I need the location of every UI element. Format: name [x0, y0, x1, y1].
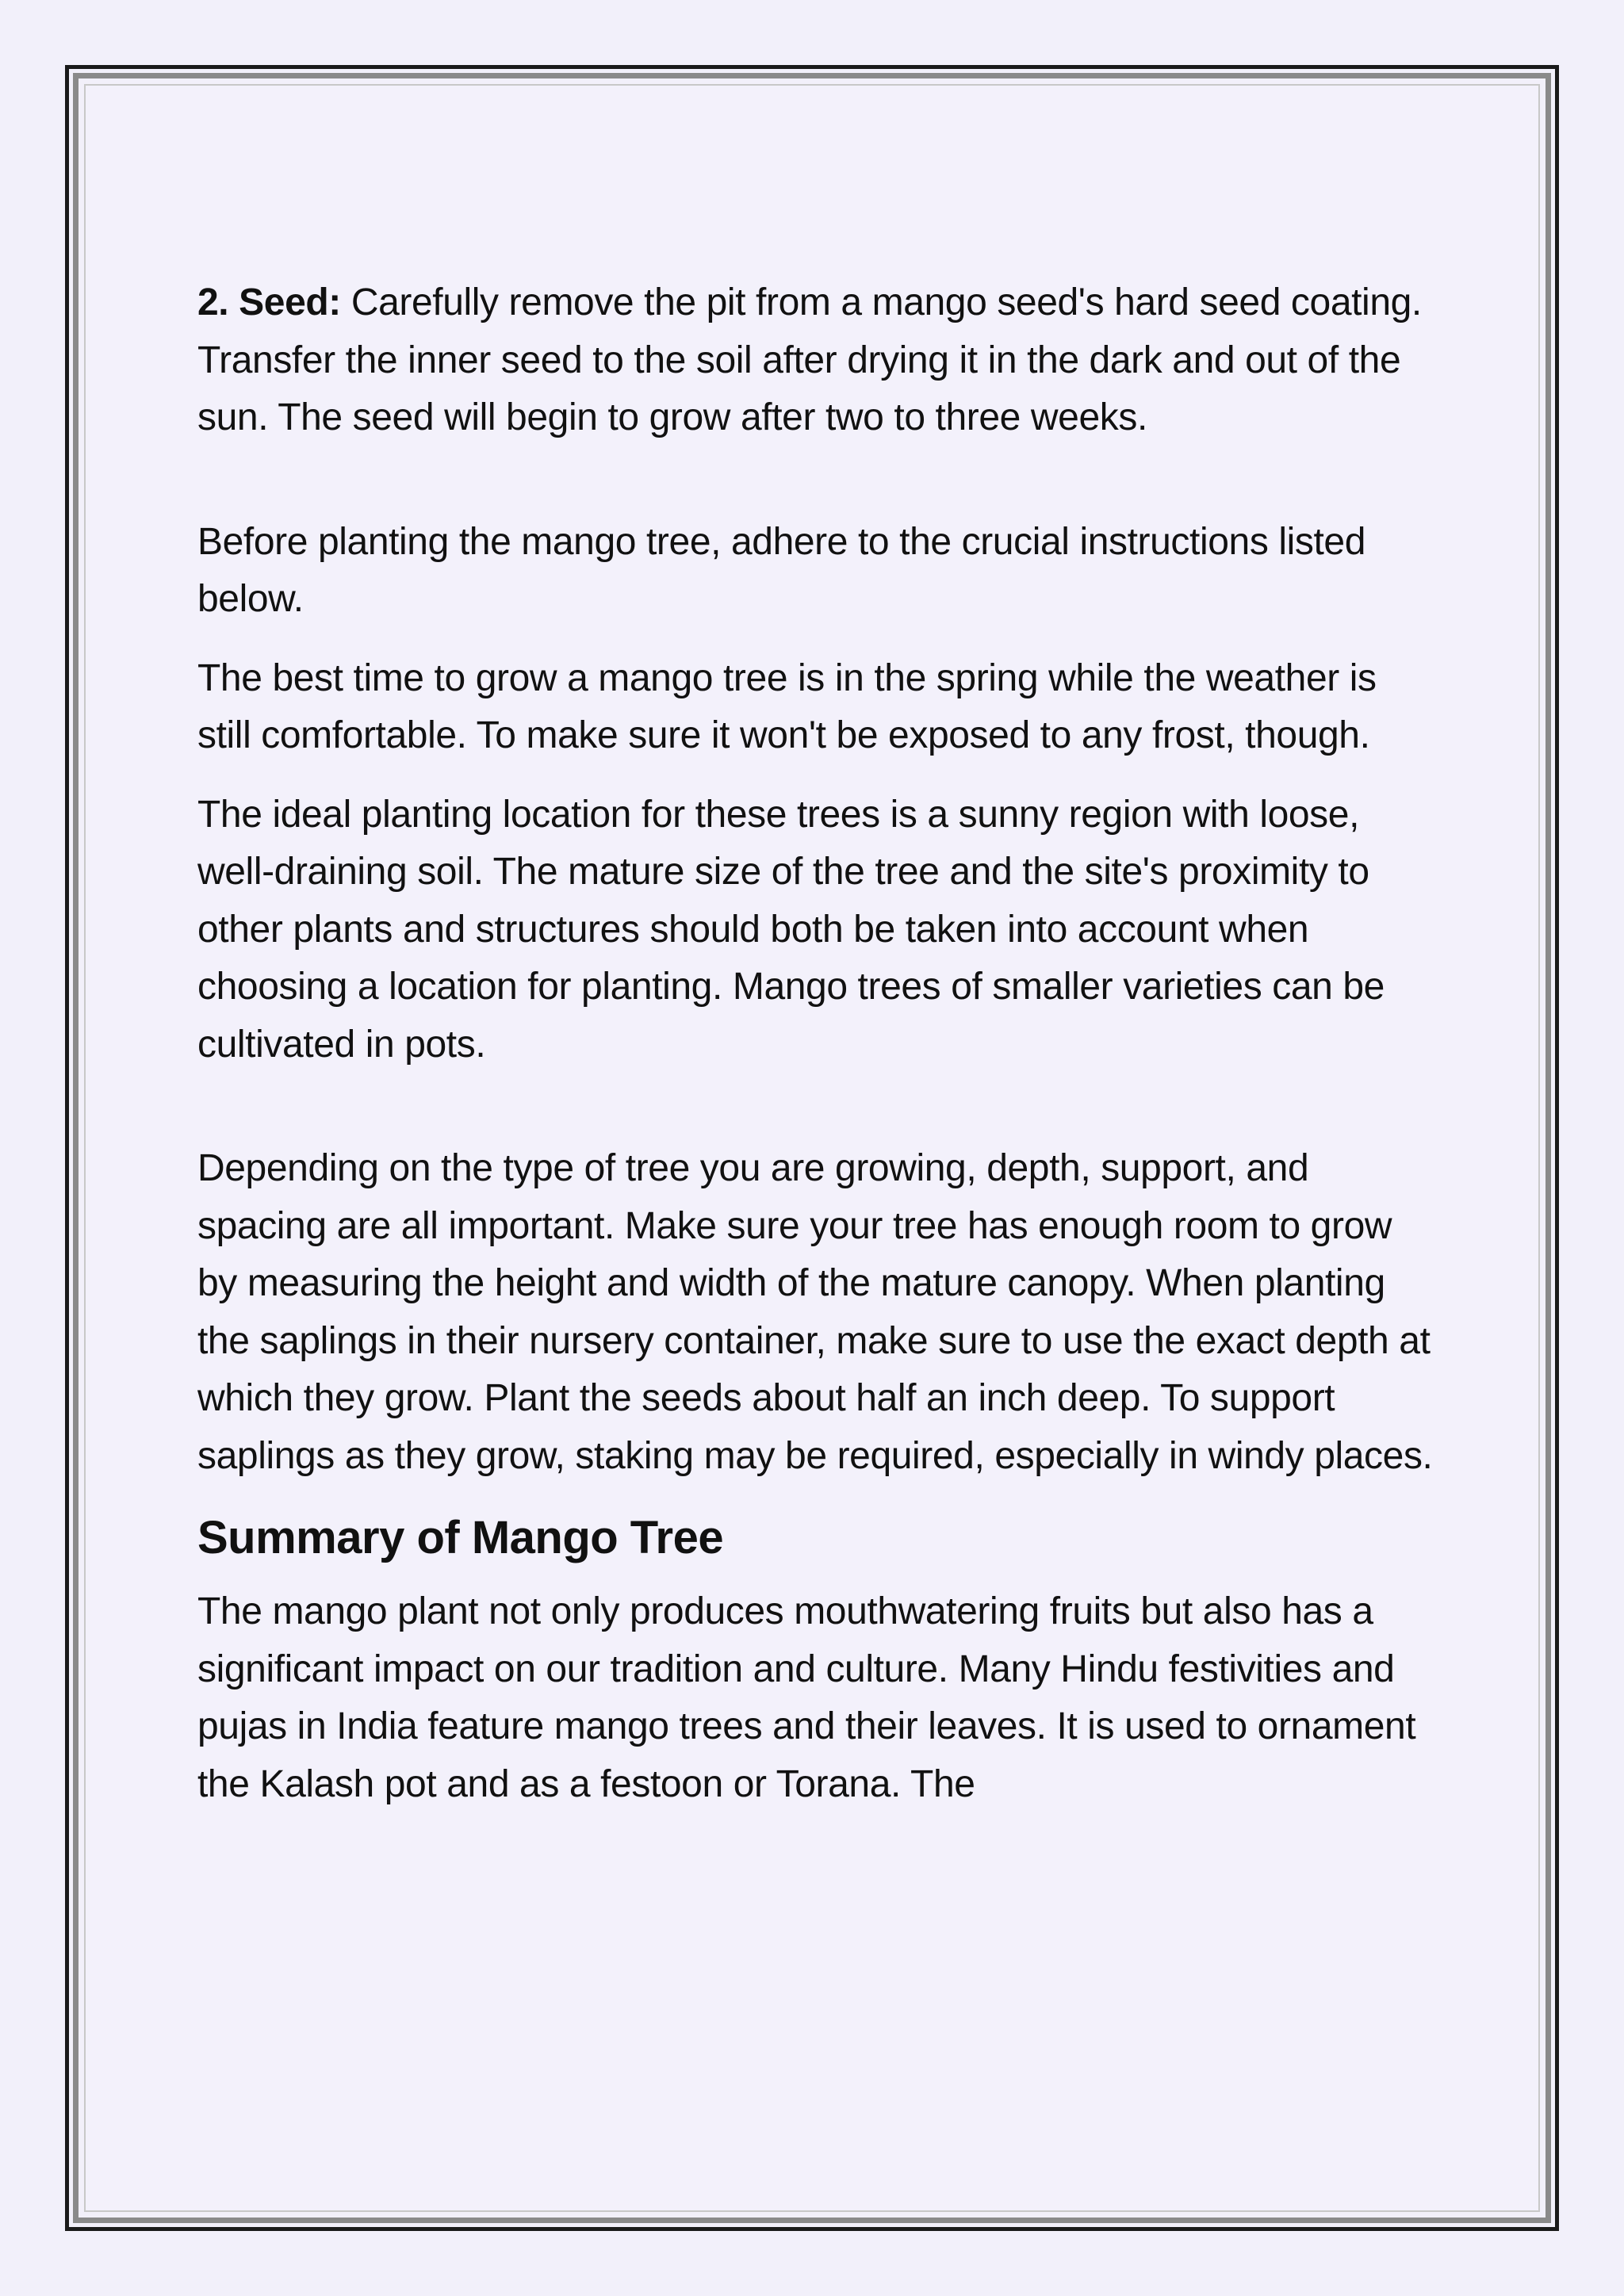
document-body [197, 274, 1434, 1813]
seed-paragraph [197, 274, 1434, 447]
seed-text: Carefully remove the pit from a mango seed's hard seed coating. Transfer the inner seed to the soil after drying it in the dark and out of the sun. The seed will begin to grow after two to three weeks. [197, 281, 1422, 438]
seed-label: 2. Seed: [197, 281, 341, 323]
instructions-intro-paragraph: Before planting the mango tree, adhere to the crucial instructions listed below. [197, 520, 1366, 620]
best-time-paragraph: The best time to grow a mango tree is in the spring while the weather is still comfortable. To make sure it won't be exposed to any frost, though. [197, 656, 1377, 756]
summary-paragraph: The mango plant not only produces mouthwatering fruits but also has a significant impact on our tradition and culture. Many Hindu festivities and pujas in India feature mango trees and their leaves. It is used to ornament the Kalash pot and as a festoon or Torana. The [197, 1590, 1416, 1805]
spacing-paragraph: Depending on the type of tree you are growing, depth, support, and spacing are all important. Make sure your tree has enough room to grow by measuring the height and width of the mature canopy. When planting the saplings in their nursery container, make sure to use the exact depth at which they grow. Plant the seeds about half an inch deep. To support saplings as they grow, staking may be required, especially in windy places. [197, 1147, 1433, 1477]
location-paragraph: The ideal planting location for these trees is a sunny region with loose, well-draining soil. The mature size of the tree and the site's proximity to other plants and structures should both be taken into account when choosing a location for planting. Mango trees of smaller varieties can be cultivated in pots. [197, 793, 1385, 1066]
summary-heading: Summary of Mango Tree [197, 1512, 724, 1563]
